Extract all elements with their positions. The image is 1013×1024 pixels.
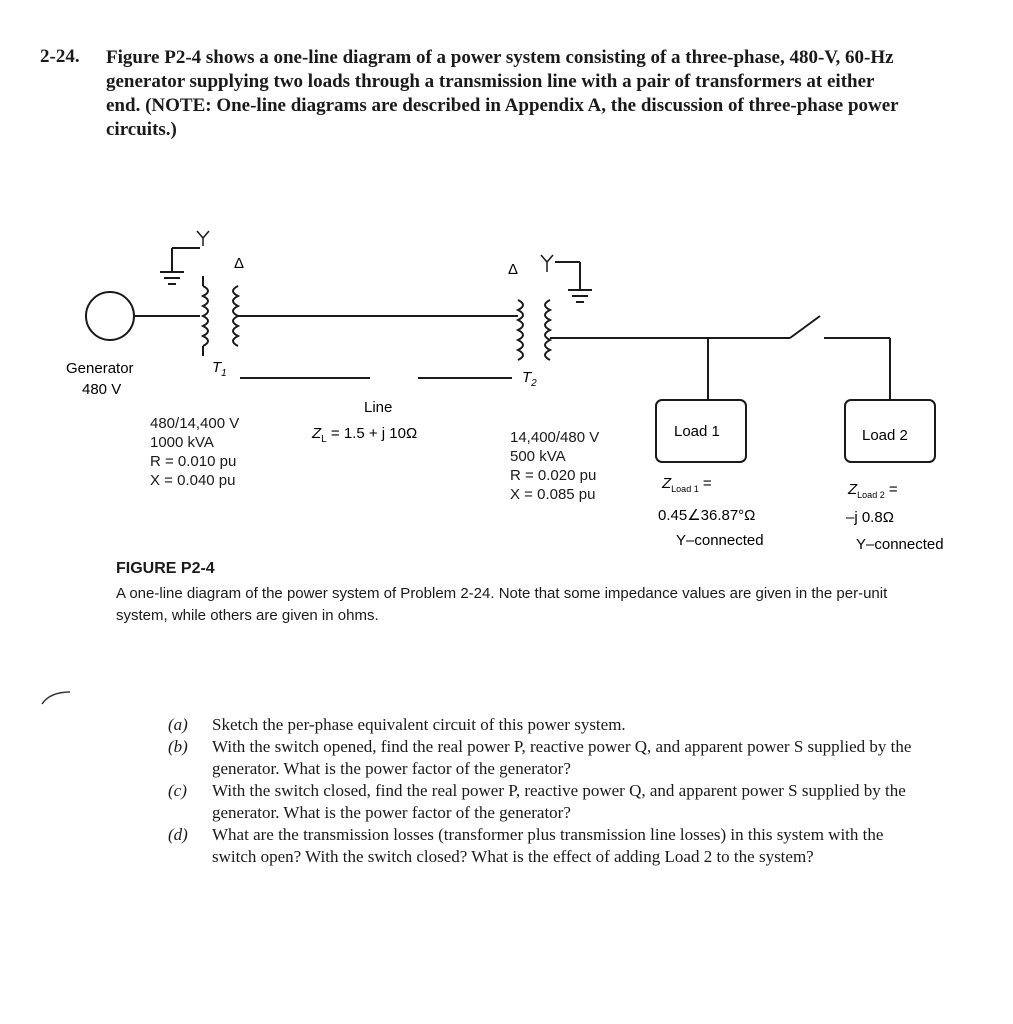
t2-secondary-coil [545, 300, 550, 360]
t1-ground-icon [160, 248, 200, 284]
load-2-impedance: $Z_{Load 2}$ = [848, 481, 898, 500]
question-label: (c) [168, 781, 187, 800]
switch-blade [790, 316, 820, 338]
problem-statement: Figure P2-4 shows a one-line diagram of a power system consisting of a three-phase, 480-V, 60-Hz generator supplying two loads through a transmission line with a pair of transformers at either end. (NOTE: One-line diagrams are described in Appendix A, the discussion of three-phase power circuits.) [106, 47, 899, 140]
t1-ratio: 480/14,400 V [150, 415, 240, 432]
t2-reactance: X = 0.085 pu [510, 486, 596, 503]
question-c [168, 780, 918, 824]
t1-delta-icon: Δ [234, 255, 245, 272]
t2-resistance: R = 0.020 pu [510, 467, 597, 484]
load-2-label: Load 2 [862, 427, 908, 444]
question-text: Sketch the per-phase equivalent circuit of this power system. [212, 715, 626, 734]
t2-delta-icon: Δ [508, 261, 519, 278]
load-1-impedance: $Z_{Load 1}$ = [662, 475, 712, 494]
generator-symbol [86, 292, 134, 340]
line-title: Line [364, 399, 393, 416]
question-text: With the switch closed, find the real power P, reactive power Q, and apparent power S supplied by the generator. What is the power factor of the generator? [212, 781, 906, 822]
t2-rating: 500 kVA [510, 448, 566, 465]
t1-wye-icon [197, 231, 209, 246]
problem-number: 2-24. [40, 46, 80, 67]
t1-secondary-coil [233, 286, 238, 346]
t1-resistance: R = 0.010 pu [150, 453, 237, 470]
question-d [168, 824, 918, 868]
question-a [168, 714, 918, 736]
generator-voltage: 480 V [82, 381, 122, 398]
t2-wye-icon [541, 255, 553, 272]
question-text: What are the transmission losses (transformer plus transmission line losses) in this system with the switch open? With the switch closed? What is the effect of adding Load 2 to the system? [212, 825, 884, 866]
load-2-impedance-value: –j 0.8Ω [846, 509, 894, 526]
load-2-connection: Y–connected [856, 536, 944, 553]
figure-caption: A one-line diagram of the power system of Problem 2-24. Note that some impedance values are given in the per-unit system, while others are given in ohms. [116, 585, 888, 624]
figure-title: FIGURE P2-4 [116, 560, 215, 577]
load-1-impedance-value: 0.45∠36.87°Ω [658, 507, 756, 524]
question-label: (a) [168, 715, 188, 734]
question-text: With the switch opened, find the real power P, reactive power Q, and apparent power S supplied by the generator. What is the power factor of the generator? [212, 737, 912, 778]
t1-primary-coil [203, 286, 208, 346]
t2-primary-coil [518, 300, 523, 360]
t1-specs [150, 414, 239, 490]
question-b [168, 736, 918, 780]
t1-name: $T_1$ [212, 359, 227, 379]
t2-ratio: 14,400/480 V [510, 429, 600, 446]
question-list [168, 714, 918, 868]
t2-name: $T_2$ [522, 369, 537, 389]
margin-mark [40, 686, 80, 706]
generator-label: Generator [66, 360, 134, 377]
t1-reactance: X = 0.040 pu [150, 472, 236, 489]
t1-rating: 1000 kVA [150, 434, 214, 451]
load-1-label: Load 1 [674, 423, 720, 440]
t2-ground-icon [555, 262, 592, 302]
question-label: (d) [168, 825, 188, 844]
line-impedance: $Z_L = 1.5 + j$ 10Ω [312, 425, 418, 445]
t2-specs [510, 428, 599, 504]
load-1-connection: Y–connected [676, 532, 764, 549]
question-label: (b) [168, 737, 188, 756]
